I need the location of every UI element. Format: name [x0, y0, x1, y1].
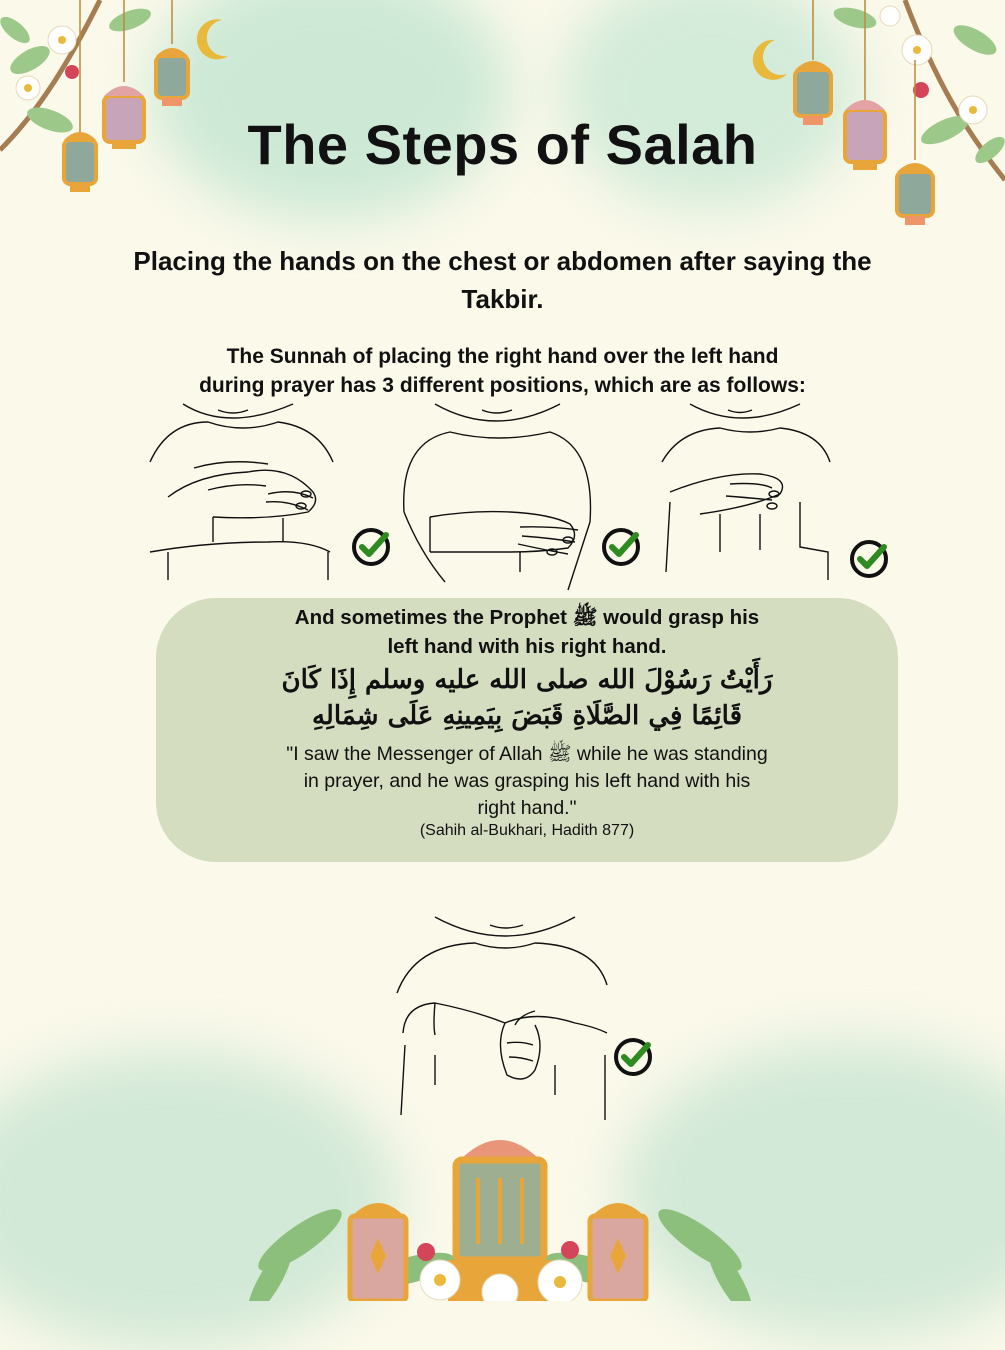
hand-position-1-illustration — [148, 402, 338, 582]
crescent-icon — [753, 40, 787, 80]
crescent-icon — [197, 19, 228, 59]
hadith-translation-line: "I saw the Messenger of Allah ﷺ while he was standing — [286, 743, 768, 765]
hadith-intro-line: left hand with his right hand. — [387, 635, 667, 658]
page-title: The Steps of Salah — [247, 113, 758, 176]
hand-position-3-illustration — [660, 402, 835, 582]
hadith-intro-line: And sometimes the Prophet ﷺ would grasp his — [294, 606, 760, 629]
check-circle-icon — [848, 538, 890, 580]
lantern-icon — [350, 1203, 406, 1301]
hadith-arabic-line: قَائِمًا فِي الصَّلَاةِ قَبَضَ بِيَمِينِهِ عَلَى شِمَالِهِ — [311, 701, 743, 731]
intro-line: The Sunnah of placing the right hand over the left hand — [226, 345, 779, 368]
hand-grasp-illustration — [395, 915, 615, 1120]
hadith-source: (Sahih al-Bukhari, Hadith 877) — [419, 822, 635, 839]
check-circle-icon — [350, 526, 392, 568]
page-subtitle: Placing the hands on the chest or abdomen after saying the Takbir. — [133, 246, 872, 314]
hand-position-2-illustration — [400, 402, 595, 592]
check-circle-icon — [612, 1036, 654, 1078]
hadith-box — [156, 598, 898, 862]
hadith-translation — [156, 741, 898, 822]
hadith-arabic-line: رَأَيْتُ رَسُوْلَ الله صلى الله عليه وسلم إِذَا كَانَ — [281, 665, 773, 695]
bottom-lantern-decoration — [230, 1120, 770, 1301]
lantern-icon — [590, 1203, 646, 1301]
check-circle-icon — [600, 526, 642, 568]
top-left-lantern-decoration — [0, 0, 240, 210]
hadith-translation-line: in prayer, and he was grasping his left hand with his — [303, 770, 751, 792]
hadith-intro — [156, 603, 898, 661]
intro-text — [150, 342, 855, 400]
intro-line: during prayer has 3 different positions, which are as follows: — [199, 374, 806, 397]
hadith-arabic — [156, 662, 898, 734]
lantern-icon — [156, 48, 188, 106]
hadith-translation-line: right hand." — [477, 797, 577, 819]
